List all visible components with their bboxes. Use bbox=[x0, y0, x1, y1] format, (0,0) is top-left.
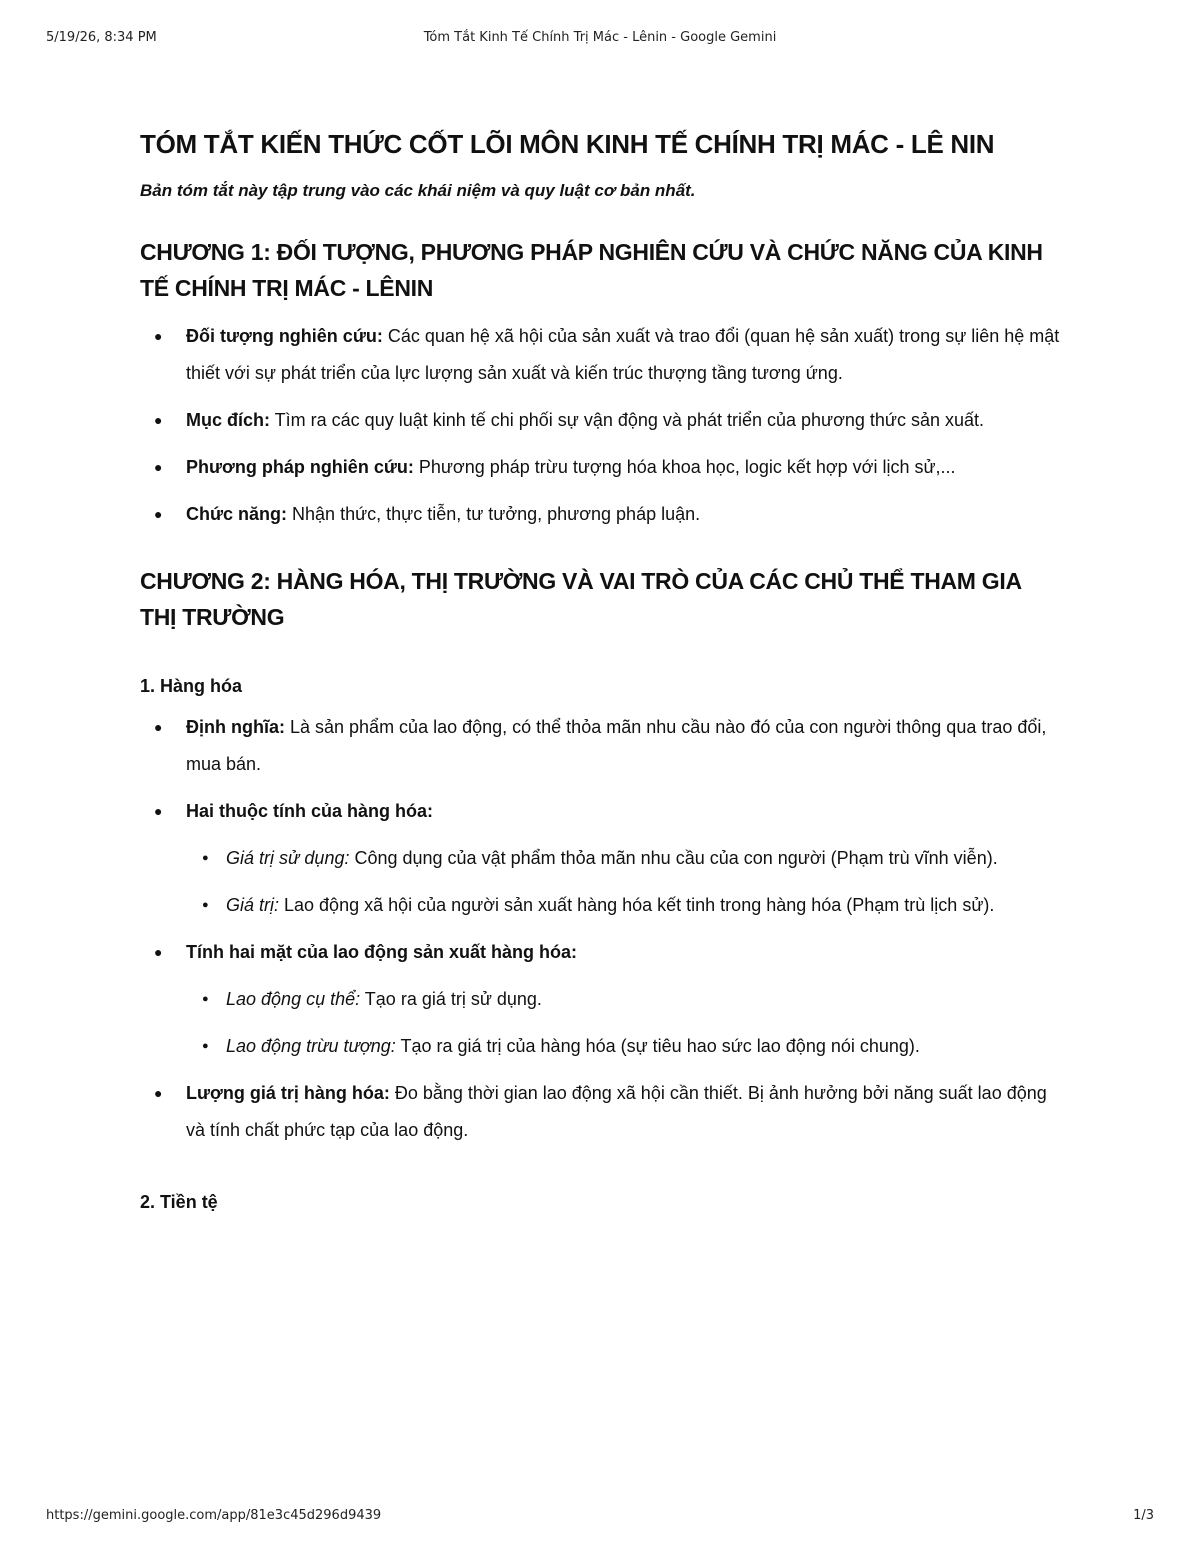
bullet-icon: ● bbox=[154, 1085, 163, 1101]
sub-bullet-icon: ● bbox=[202, 993, 209, 1005]
sub-item-label: Giá trị sử dụng: bbox=[226, 848, 350, 868]
item-text: Là sản phẩm của lao động, có thể thỏa mãn nhu cầu nào đó của con người thông qua trao đổi, mua bán. bbox=[186, 717, 1047, 774]
document-title: TÓM TẮT KIẾN THỨC CỐT LÕI MÔN KINH TẾ CHÍNH TRỊ MÁC - LÊ NIN bbox=[140, 129, 995, 159]
sub-bullet-icon: ● bbox=[202, 852, 209, 864]
bullet-icon: ● bbox=[154, 328, 163, 344]
item-label: Định nghĩa: bbox=[186, 717, 285, 737]
section-1-list bbox=[140, 709, 1060, 1149]
item-text: Tìm ra các quy luật kinh tế chi phối sự vận động và phát triển của phương thức sản xuất. bbox=[270, 410, 985, 430]
print-header bbox=[46, 30, 1154, 50]
page-number: 1/3 bbox=[1133, 1508, 1154, 1523]
item-label: Hai thuộc tính của hàng hóa: bbox=[186, 801, 433, 821]
item-label: Phương pháp nghiên cứu: bbox=[186, 457, 414, 477]
list-item bbox=[140, 1075, 1060, 1149]
item-label: Đối tượng nghiên cứu: bbox=[186, 326, 383, 346]
chapter-1-heading: CHƯƠNG 1: ĐỐI TƯỢNG, PHƯƠNG PHÁP NGHIÊN CỨU VÀ CHỨC NĂNG CỦA KINH TẾ CHÍNH TRỊ MÁC - LÊNIN bbox=[140, 239, 1043, 301]
print-footer bbox=[46, 1508, 1154, 1528]
list-item bbox=[140, 793, 1060, 924]
item-label: Lượng giá trị hàng hóa: bbox=[186, 1083, 390, 1103]
print-date: 5/19/26, 8:34 PM bbox=[46, 30, 157, 45]
sub-list-item bbox=[186, 1028, 1060, 1065]
sub-item-text: Tạo ra giá trị sử dụng. bbox=[360, 989, 542, 1009]
bullet-icon: ● bbox=[154, 459, 163, 475]
document-subtitle: Bản tóm tắt này tập trung vào các khái niệm và quy luật cơ bản nhất. bbox=[140, 181, 696, 200]
item-text: Đo bằng thời gian lao động xã hội cần thiết. Bị ảnh hưởng bởi năng suất lao động và tính chất phức tạp của lao động. bbox=[186, 1083, 1047, 1140]
sub-item-label: Lao động cụ thể: bbox=[226, 989, 361, 1009]
item-label: Tính hai mặt của lao động sản xuất hàng hóa: bbox=[186, 942, 578, 962]
list-item bbox=[140, 402, 1060, 439]
list-item bbox=[140, 709, 1060, 783]
section-1-heading: 1. Hàng hóa bbox=[140, 676, 243, 696]
list-item bbox=[140, 934, 1060, 1065]
item-text: Phương pháp trừu tượng hóa khoa học, logic kết hợp với lịch sử,... bbox=[413, 457, 956, 477]
bullet-icon: ● bbox=[154, 719, 163, 735]
item-label: Mục đích: bbox=[186, 410, 270, 430]
list-item bbox=[140, 496, 1060, 533]
sub-list-item bbox=[186, 981, 1060, 1018]
sub-bullet-icon: ● bbox=[202, 1040, 209, 1052]
sub-item-label: Giá trị: bbox=[226, 895, 280, 915]
sub-item-text: Công dụng của vật phẩm thỏa mãn nhu cầu của con người (Phạm trù vĩnh viễn). bbox=[349, 848, 998, 868]
sub-item-label: Lao động trừu tượng: bbox=[226, 1036, 396, 1056]
sub-item-text: Tạo ra giá trị của hàng hóa (sự tiêu hao sức lao động nói chung). bbox=[395, 1036, 920, 1056]
section-2-heading: 2. Tiền tệ bbox=[140, 1192, 218, 1212]
print-url: https://gemini.google.com/app/81e3c45d296d9439 bbox=[46, 1508, 382, 1523]
chapter-1-list bbox=[140, 318, 1060, 533]
list-item bbox=[140, 449, 1060, 486]
print-page-title: Tóm Tắt Kinh Tế Chính Trị Mác - Lênin - Google Gemini bbox=[423, 30, 777, 45]
item-text: Nhận thức, thực tiễn, tư tưởng, phương pháp luận. bbox=[287, 504, 701, 524]
sub-bullet-icon: ● bbox=[202, 899, 209, 911]
document-content bbox=[140, 126, 1060, 1215]
item-label: Chức năng: bbox=[186, 504, 288, 524]
item-text: Các quan hệ xã hội của sản xuất và trao đổi (quan hệ sản xuất) trong sự liên hệ mật thiết với sự phát triển của lực lượng sản xuất và kiến trúc thượng tầng tương ứng. bbox=[186, 326, 1060, 383]
bullet-icon: ● bbox=[154, 506, 163, 522]
attributes-sublist bbox=[186, 840, 1060, 924]
sub-list-item bbox=[186, 840, 1060, 877]
bullet-icon: ● bbox=[154, 803, 163, 819]
bullet-icon: ● bbox=[154, 944, 163, 960]
sub-item-text: Lao động xã hội của người sản xuất hàng hóa kết tinh trong hàng hóa (Phạm trù lịch sử). bbox=[279, 895, 995, 915]
sub-list-item bbox=[186, 887, 1060, 924]
bullet-icon: ● bbox=[154, 412, 163, 428]
chapter-2-heading: CHƯƠNG 2: HÀNG HÓA, THỊ TRƯỜNG VÀ VAI TRÒ CỦA CÁC CHỦ THỂ THAM GIA THỊ TRƯỜNG bbox=[140, 568, 1021, 630]
labor-sublist bbox=[186, 981, 1060, 1065]
list-item bbox=[140, 318, 1060, 392]
